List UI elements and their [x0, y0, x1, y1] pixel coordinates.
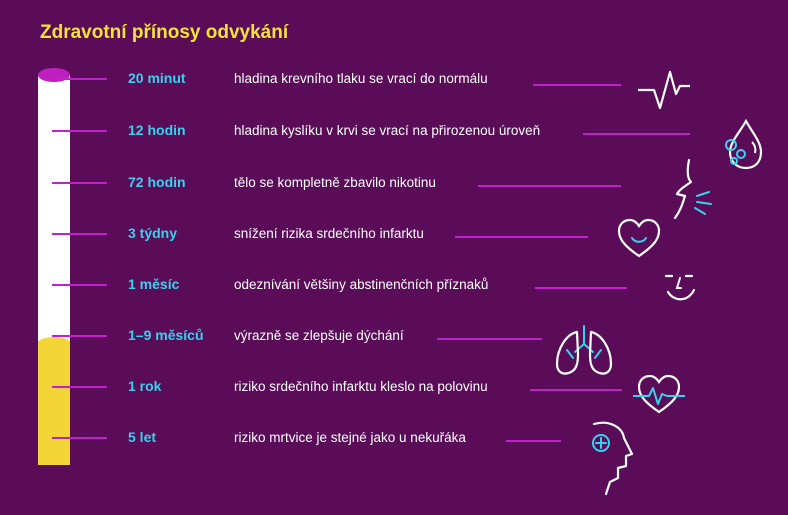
connector-line [506, 440, 561, 442]
milestone-time: 3 týdny [128, 225, 178, 241]
timeline-tick [52, 386, 107, 388]
milestone-text: riziko mrtvice je stejné jako u nekuřáka [234, 430, 466, 445]
connector-line [583, 133, 690, 135]
cigarette-filter [38, 343, 70, 465]
connector-line [535, 287, 627, 289]
lungs-icon [553, 322, 615, 378]
connector-line [530, 389, 622, 391]
milestone-time: 1 rok [128, 378, 162, 394]
smiling-face-icon [660, 268, 700, 306]
smiling-heart-icon [616, 218, 662, 260]
connector-line [437, 338, 542, 340]
timeline-tick [52, 284, 107, 286]
milestone-text: snížení rizika srdečního infarktu [234, 226, 424, 241]
connector-line [533, 84, 621, 86]
milestone-time: 1–9 měsíců [128, 327, 204, 343]
connector-line [455, 236, 588, 238]
timeline-tick [52, 182, 107, 184]
milestone-text: odeznívání většiny abstinenčních příznaků [234, 277, 489, 292]
milestone-text: tělo se kompletně zbavilo nikotinu [234, 175, 436, 190]
milestone-time: 5 let [128, 429, 157, 445]
connector-line [478, 185, 621, 187]
milestone-text: výrazně se zlepšuje dýchání [234, 328, 404, 343]
timeline-tick [52, 233, 107, 235]
milestone-text: hladina krevního tlaku se vrací do normálu [234, 71, 488, 86]
milestone-time: 1 měsíc [128, 276, 180, 292]
page-title: Zdravotní přínosy odvykání [40, 22, 289, 43]
cigarette-body [38, 75, 70, 343]
heartbeat-pulse-icon [638, 68, 690, 112]
head-profile-icon [588, 416, 636, 496]
timeline-tick [52, 335, 107, 337]
oxygen-drop-icon [722, 118, 766, 174]
timeline-tick [52, 130, 107, 132]
heart-pulse-icon [633, 372, 685, 416]
timeline-tick [52, 437, 107, 439]
milestone-text: hladina kyslíku v krvi se vrací na přirozenou úroveň [234, 123, 541, 138]
timeline-tick [52, 78, 107, 80]
cigarette-filter-top [38, 337, 70, 349]
milestone-time: 72 hodin [128, 174, 186, 190]
milestone-text: riziko srdečního infarktu kleslo na polovinu [234, 379, 488, 394]
breathing-face-icon [665, 158, 721, 220]
milestone-time: 12 hodin [128, 122, 186, 138]
milestone-time: 20 minut [128, 70, 186, 86]
